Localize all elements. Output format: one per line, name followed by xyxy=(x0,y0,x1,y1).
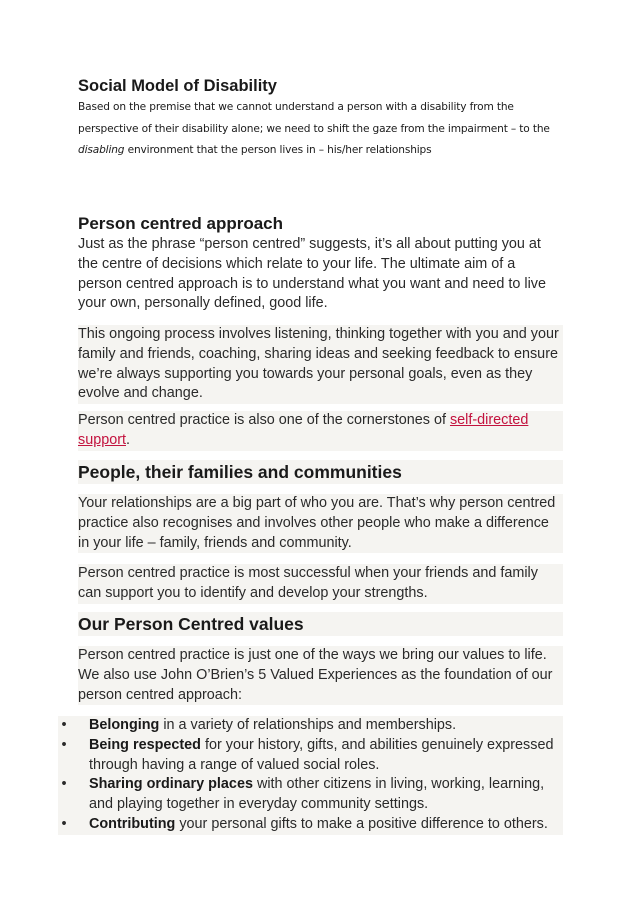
list-item xyxy=(58,716,563,736)
list-item xyxy=(58,736,563,776)
list-item-text: your personal gifts to make a positive difference to others. xyxy=(175,815,548,832)
bullet-icon: • xyxy=(61,717,67,733)
families-para-1: Your relationships are a big part of who you are. That’s why person centred practice also recognises and involves other people who make a difference in your life – family, friends and community. xyxy=(78,494,563,553)
families-title: People, their families and communities xyxy=(78,460,563,484)
values-title: Our Person Centred values xyxy=(78,612,563,636)
social-model-body xyxy=(78,97,563,162)
person-centred-title: Person centred approach xyxy=(78,214,284,233)
social-model-body-end: environment that the person lives in – his/her relationships xyxy=(124,144,432,156)
social-model-title: Social Model of Disability xyxy=(78,77,277,95)
person-centred-para-3-end: . xyxy=(126,431,130,448)
list-item-bold: Belonging xyxy=(89,717,160,733)
person-centred-para-1: Just as the phrase “person centred” suggests, it’s all about putting you at the centre of decisions which relate to your life. The ultimate aim of a person centred approach is to understand what you want and need to live your own, personally defined, good life. xyxy=(78,236,547,312)
bullet-icon: • xyxy=(61,815,67,832)
list-item-text: in a variety of relationships and memberships. xyxy=(159,717,457,733)
self-directed-support-link[interactable]: self-directed support xyxy=(78,412,529,448)
social-model-body-start: Based on the premise that we cannot understand a person with a disability from the perspective of their disability alone; we need to shift the gaze from the impairment – to the xyxy=(78,101,550,135)
list-item-bold: Being respected xyxy=(89,736,201,753)
list-item xyxy=(58,815,563,835)
families-para-2: Person centred practice is most successful when your friends and family can support you to identify and develop your strengths. xyxy=(78,564,563,604)
bullet-icon: • xyxy=(61,736,67,753)
list-item xyxy=(58,775,563,815)
list-item-bold: Contributing xyxy=(89,815,176,832)
list-item-bold: Sharing ordinary places xyxy=(89,776,253,793)
social-model-body-italic: disabling xyxy=(78,144,125,156)
list-item-text: with other citizens in living, working, learning, and playing together in everyday community settings. xyxy=(89,776,545,813)
valued-experiences-list xyxy=(58,716,563,835)
values-intro: Person centred practice is just one of the ways we bring our values to life. We also use John O’Brien’s 5 Valued Experiences as the foundation of our person centred approach: xyxy=(78,646,563,705)
person-centred-para-2: This ongoing process involves listening, thinking together with you and your family and friends, coaching, sharing ideas and seeking feedback to ensure we’re always supporting you towards your personal goals, even as they evolve and change. xyxy=(78,325,563,404)
list-item-text: for your history, gifts, and abilities genuinely expressed through having a range of valued social roles. xyxy=(89,736,554,773)
bullet-icon: • xyxy=(61,776,67,793)
person-centred-para-3 xyxy=(78,411,563,451)
person-centred-para-3-text: Person centred practice is also one of the cornerstones of xyxy=(78,412,450,428)
